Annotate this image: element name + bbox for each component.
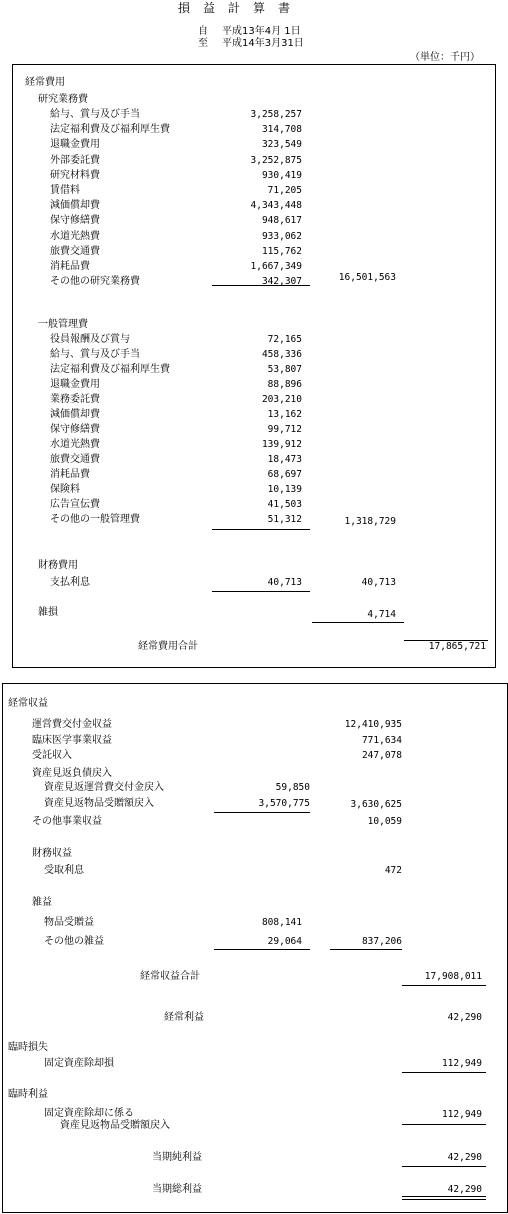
research-item-label: 水道光熱費	[50, 230, 100, 242]
other-business-label: その他事業収益	[32, 816, 102, 827]
research-item-label: 外部委託費	[50, 154, 100, 166]
research-item-label: 退職金費用	[50, 139, 100, 151]
revenue-grand-total: 17,908,011	[424, 971, 482, 982]
research-item-value: 933,062	[261, 230, 302, 242]
admin-heading: 一般管理費	[38, 319, 88, 330]
admin-item-value: 18,473	[267, 454, 302, 465]
finance-revenue-heading: 財務収益	[32, 848, 72, 859]
research-item-label: 賃借料	[50, 185, 80, 196]
admin-item-value: 41,503	[267, 499, 302, 510]
finance-expense-item: 支払利息	[50, 577, 90, 588]
extraordinary-gain-value: 112,949	[441, 1109, 482, 1120]
admin-item-label: 保険料	[50, 484, 80, 495]
admin-item-value: 10,139	[267, 484, 302, 495]
extraordinary-loss-item: 固定資産除却損	[44, 1058, 114, 1069]
revenue-grand-total-label: 経常収益合計	[140, 971, 200, 982]
admin-item-label: 旅費交通費	[50, 454, 100, 465]
period-from: 平成13年4月 1日	[222, 26, 301, 37]
revenue-item-value: 771,634	[361, 734, 402, 746]
research-item-label: その他の研究業務費	[50, 276, 140, 288]
admin-item-value: 203,210	[261, 394, 302, 405]
research-item-value: 1,667,349	[250, 261, 302, 272]
research-item-label: 減価償却費	[50, 200, 100, 212]
asset-total: 3,630,625	[350, 799, 402, 810]
finance-expense-total: 40,713	[361, 577, 396, 588]
extraordinary-gain-item-line2: 資産見返物品受贈額戻入	[60, 1120, 170, 1131]
admin-item-value: 51,312	[267, 514, 302, 525]
other-business-value: 10,059	[367, 816, 402, 827]
misc-loss-label: 雑損	[38, 607, 58, 618]
revenue-item-value: 12,410,935	[344, 719, 402, 730]
research-item-value: 314,708	[261, 124, 302, 136]
ordinary-profit-label: 経常利益	[164, 1012, 204, 1023]
admin-item-value: 53,807	[267, 364, 302, 375]
revenue-item-label: 受託収入	[32, 750, 72, 761]
misc-gain-item-label: その他の雑益	[44, 936, 104, 947]
admin-item-label: 給与、賞与及び手当	[50, 349, 140, 360]
expenses-heading: 経常費用	[25, 77, 65, 88]
admin-item-label: 水道光熱費	[50, 439, 100, 450]
admin-item-value: 458,336	[261, 349, 302, 360]
research-item-label: 消耗品費	[50, 261, 90, 272]
admin-item-label: 広告宣伝費	[50, 499, 100, 510]
asset-item-label: 資産見返物品受贈額戻入	[44, 798, 154, 809]
asset-item-value: 59,850	[275, 782, 310, 793]
misc-gain-total: 837,206	[361, 936, 402, 947]
extraordinary-loss-heading: 臨時損失	[8, 1042, 48, 1053]
admin-item-label: 退職金費用	[50, 379, 100, 390]
interest-income-value: 472	[384, 865, 402, 876]
document-title: 損益計算書	[178, 1, 304, 15]
finance-expense-value: 40,713	[267, 577, 302, 588]
revenue-section	[2, 683, 508, 1213]
revenue-item-value: 247,078	[361, 750, 402, 761]
gross-profit: 42,290	[447, 1184, 482, 1195]
misc-gain-item-label: 物品受贈益	[44, 917, 94, 928]
research-item-value: 948,617	[261, 215, 302, 227]
gross-profit-label: 当期総利益	[152, 1184, 202, 1195]
admin-item-value: 99,712	[267, 424, 302, 435]
ordinary-profit: 42,290	[447, 1012, 482, 1023]
misc-gain-item-value: 29,064	[267, 936, 302, 947]
extraordinary-gain-item-line1: 固定資産除却に係る	[44, 1108, 134, 1119]
asset-item-label: 資産見返運営費交付金戻入	[44, 782, 164, 793]
admin-item-label: その他の一般管理費	[50, 514, 140, 525]
research-item-value: 3,252,875	[250, 154, 302, 166]
admin-item-label: 消耗品費	[50, 469, 90, 480]
finance-expense-heading: 財務費用	[38, 560, 78, 571]
research-heading: 研究業務費	[38, 94, 88, 105]
research-item-value: 115,762	[261, 245, 302, 257]
admin-item-label: 役員報酬及び賞与	[50, 334, 130, 345]
admin-item-label: 法定福利費及び福利厚生費	[50, 364, 170, 375]
net-profit-label: 当期純利益	[152, 1152, 202, 1163]
admin-item-value: 68,697	[267, 469, 302, 480]
net-profit: 42,290	[447, 1152, 482, 1163]
misc-loss-value: 4,714	[367, 609, 396, 620]
research-item-value: 323,549	[261, 139, 302, 151]
admin-item-label: 保守修繕費	[50, 424, 100, 435]
period-from-label: 自	[198, 26, 208, 37]
research-item-value: 71,205	[267, 185, 302, 196]
research-item-label: 法定福利費及び福利厚生費	[50, 124, 170, 136]
misc-gain-item-value: 808,141	[261, 917, 302, 928]
admin-item-value: 139,912	[261, 439, 302, 450]
admin-item-value: 13,162	[267, 409, 302, 420]
asset-heading: 資産見返負債戻入	[32, 768, 112, 779]
research-item-label: 給与、賞与及び手当	[50, 109, 140, 120]
period-to-label: 至	[198, 38, 208, 49]
research-item-value: 930,419	[261, 169, 302, 181]
revenue-heading: 経常収益	[8, 698, 48, 709]
interest-income-label: 受取利息	[44, 865, 84, 876]
admin-item-value: 72,165	[267, 334, 302, 345]
revenue-item-label: 臨床医学事業収益	[32, 734, 112, 746]
research-item-value: 3,258,257	[250, 109, 302, 120]
research-item-label: 旅費交通費	[50, 245, 100, 257]
research-item-value: 342,307	[261, 276, 302, 288]
extraordinary-gain-heading: 臨時利益	[8, 1089, 48, 1100]
admin-item-value: 88,896	[267, 379, 302, 390]
revenue-item-label: 運営費交付金収益	[32, 719, 112, 730]
research-total: 16,501,563	[338, 272, 396, 283]
research-item-value: 4,343,448	[250, 200, 302, 212]
admin-item-label: 業務委託費	[50, 394, 100, 405]
period-to: 平成14年3月31日	[222, 38, 304, 49]
asset-item-value: 3,570,775	[258, 798, 310, 809]
expense-grand-total: 17,865,721	[428, 641, 486, 652]
unit-label: （単位：千円）	[410, 52, 480, 63]
extraordinary-loss-value: 112,949	[441, 1058, 482, 1069]
misc-gain-heading: 雑益	[32, 897, 52, 908]
expense-grand-total-label: 経常費用合計	[138, 641, 198, 652]
admin-total: 1,318,729	[344, 516, 396, 527]
research-item-label: 保守修繕費	[50, 215, 100, 227]
research-item-label: 研究材料費	[50, 169, 100, 181]
admin-item-label: 減価償却費	[50, 409, 100, 420]
